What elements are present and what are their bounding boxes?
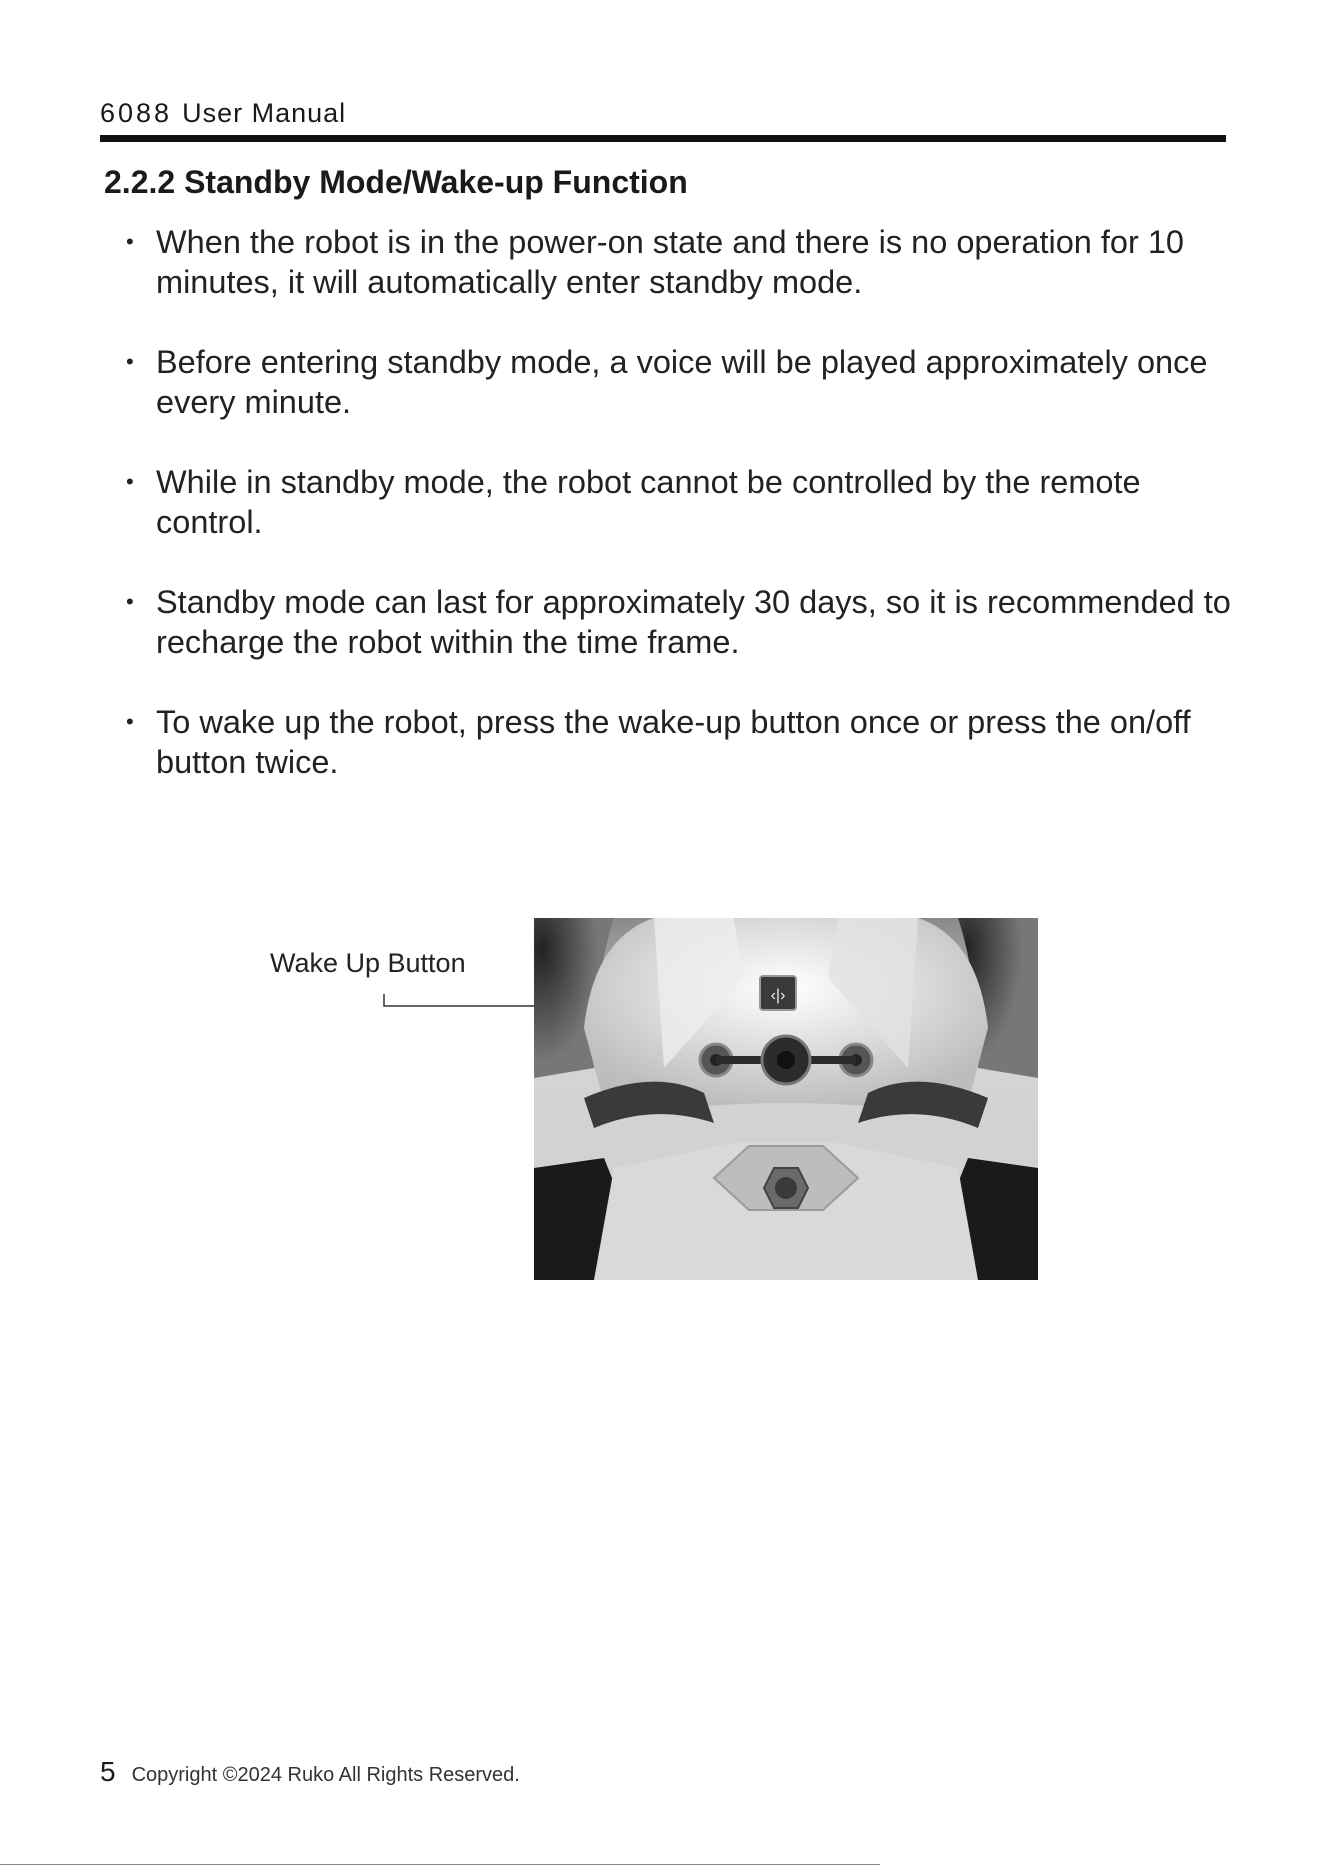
bullet-icon: • — [126, 589, 134, 614]
bullet-icon: • — [126, 709, 134, 734]
bullet-item: • To wake up the robot, press the wake-up button once or press the on/off button twice. — [126, 704, 1191, 780]
svg-text:‹|›: ‹|› — [770, 987, 786, 1004]
bullet-item: • Before entering standby mode, a voice will be played approximately once every minute. — [126, 344, 1208, 420]
header-rule — [100, 135, 1226, 142]
bullet-icon: • — [126, 349, 134, 374]
page-number: 5 — [100, 1756, 116, 1787]
bullet-item: • Standby mode can last for approximately 30 days, so it is recommended to recharge the robot within the time frame. — [126, 584, 1231, 660]
bullet-item: • When the robot is in the power-on state and there is no operation for 10 minutes, it will automatically enter standby mode. — [126, 224, 1184, 300]
bullet-icon: • — [126, 469, 134, 494]
running-header — [100, 98, 346, 129]
section-title: 2.2.2 Standby Mode/Wake-up Function — [104, 164, 688, 200]
robot-photo — [534, 918, 1038, 1280]
copyright-text: Copyright ©2024 Ruko All Rights Reserved. — [131, 1764, 520, 1786]
document-number: 6088 — [100, 98, 173, 128]
wake-up-button-label: Wake Up Button — [270, 948, 466, 978]
footer-divider — [0, 1864, 880, 1865]
bullet-list — [126, 222, 1236, 822]
page-footer — [100, 1756, 520, 1788]
bullet-icon: • — [126, 229, 134, 254]
bullet-item: • While in standby mode, the robot cannot be controlled by the remote control. — [126, 464, 1141, 540]
document-title: User Manual — [182, 98, 347, 128]
